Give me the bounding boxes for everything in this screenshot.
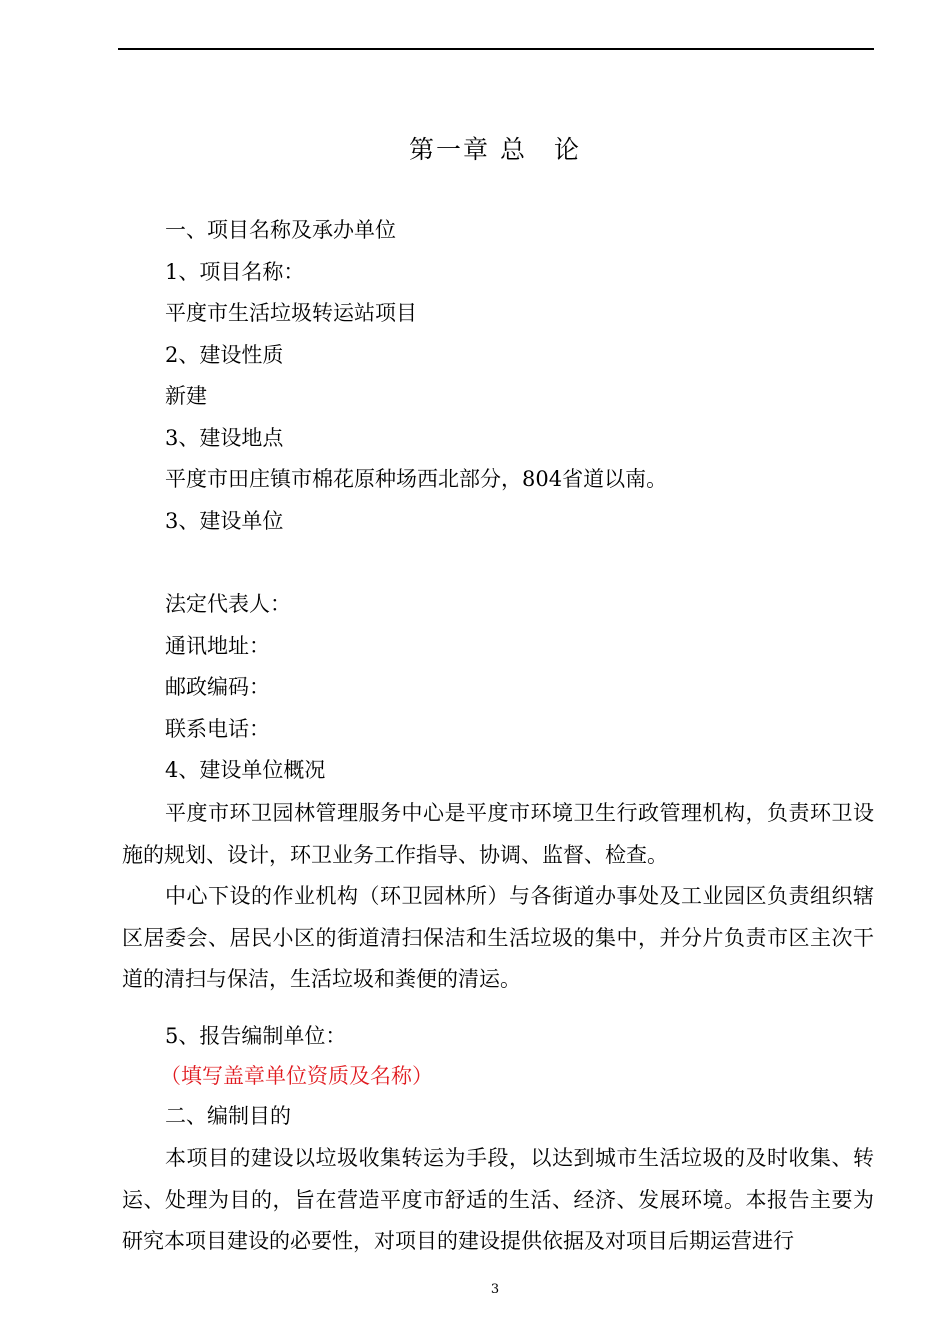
construction-site-value: 平度市田庄镇市棉花原种场西北部分，804省道以南。	[165, 467, 668, 491]
construction-site-label: 3、建设地点	[165, 426, 284, 450]
overview-paragraph-2: 中心下设的作业机构（环卫园林所）与各街道办事处及工业园区负责组织辖区居委会、居民小区的街道清扫保洁和生活垃圾的集中，并分片负责市区主次干道的清扫与保洁，生活垃圾和粪便的清运。	[122, 884, 874, 991]
report-unit-placeholder: （填写盖章单位资质及名称）	[160, 1064, 433, 1088]
project-name-label: 1、项目名称：	[165, 260, 305, 284]
header-rule	[118, 48, 874, 50]
legal-representative-label: 法定代表人：	[165, 592, 291, 616]
project-name-value: 平度市生活垃圾转运站项目	[165, 301, 417, 325]
construction-unit-label: 3、建设单位	[165, 509, 284, 533]
phone-label: 联系电话：	[165, 717, 270, 741]
postcode-label: 邮政编码：	[165, 675, 270, 699]
section1-heading: 一、项目名称及承办单位	[165, 218, 396, 242]
section2-heading: 二、编制目的	[165, 1104, 291, 1128]
chapter-title: 第一章 总 论	[409, 135, 581, 164]
report-unit-label: 5、报告编制单位：	[165, 1024, 347, 1048]
purpose-paragraph: 本项目的建设以垃圾收集转运为手段，以达到城市生活垃圾的及时收集、转运、处理为目的，旨在营造平度市舒适的生活、经济、发展环境。本报告主要为研究本项目建设的必要性，对项目的建设提供依据及对项目后期运营进行	[122, 1146, 874, 1253]
construction-nature-label: 2、建设性质	[165, 343, 284, 367]
unit-overview-label: 4、建设单位概况	[165, 758, 326, 782]
address-label: 通讯地址：	[165, 634, 270, 658]
page-number: 3	[490, 1282, 500, 1297]
overview-paragraph-1: 平度市环卫园林管理服务中心是平度市环境卫生行政管理机构，负责环卫设施的规划、设计，环卫业务工作指导、协调、监督、检查。	[122, 801, 874, 867]
construction-nature-value: 新建	[165, 384, 207, 408]
